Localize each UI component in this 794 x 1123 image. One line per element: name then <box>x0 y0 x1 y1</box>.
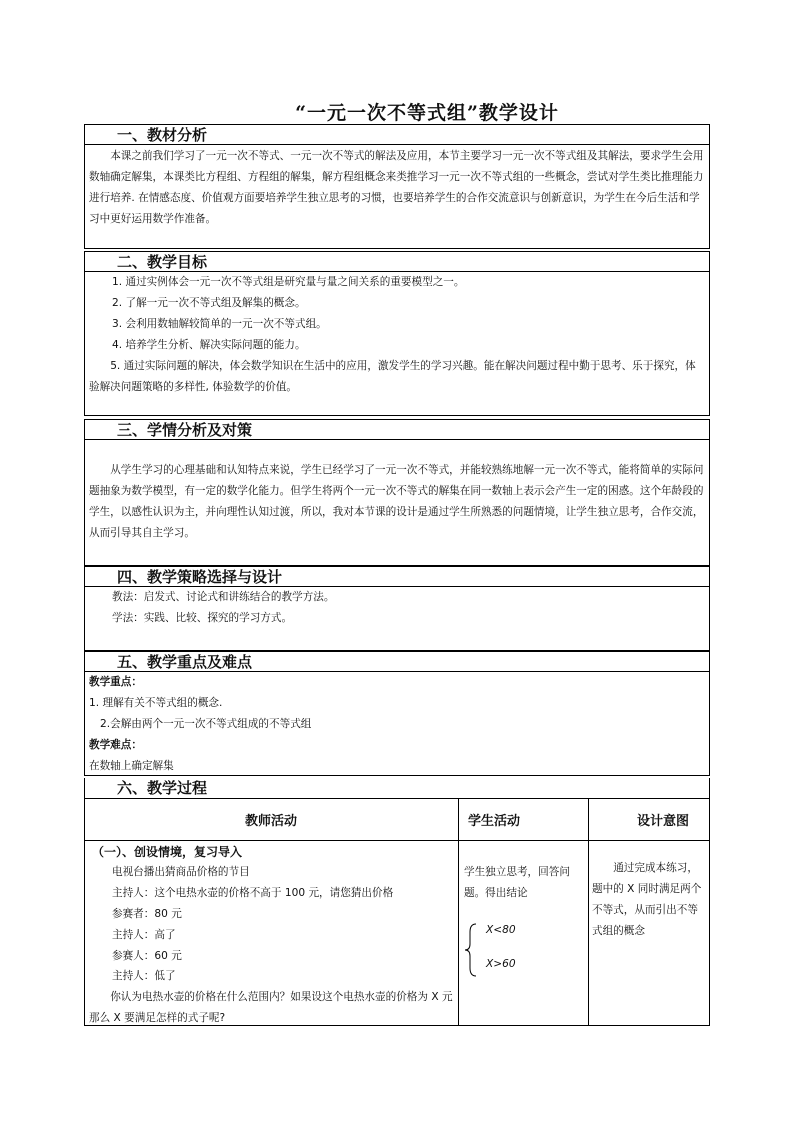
col-design: 设计意图 <box>636 814 689 829</box>
learn-method: 学法：实践、比较、探究的学习方式。 <box>112 612 293 624</box>
goal-item: 4. 培养学生分析、解决实际问题的能力。 <box>112 339 306 351</box>
dialog-line: 电视台播出猜商品价格的节目 <box>112 866 250 878</box>
inequality-2: X>60 <box>486 958 516 970</box>
col-student: 学生活动 <box>468 814 521 829</box>
dialog-line: 参赛人：60 元 <box>112 950 182 962</box>
section-heading-keypoints: 五、教学重点及难点 <box>84 651 710 671</box>
student-activity: 学生独立思考，回答问题。得出结论 <box>464 866 570 899</box>
design-intent: 通过完成本练习，题中的 X 同时满足两个不等式，从而引出不等式组的概念 <box>592 862 702 937</box>
inequality-1: X<80 <box>486 924 516 936</box>
section-heading-process: 六、教学过程 <box>84 778 710 798</box>
key-item: 2.会解由两个一元一次不等式组成的不等式组 <box>100 718 312 730</box>
dialog-line: 主持人：这个电热水壶的价格不高于 100 元，请您猜出价格 <box>112 887 394 899</box>
goal-item: 2. 了解一元一次不等式组及解集的概念。 <box>112 297 306 309</box>
difficulty-text: 在数轴上确定解集 <box>89 760 174 772</box>
goal-item: 5. 通过实际问题的解决，体会数学知识在生活中的应用，激发学生的学习兴趣。能在解决问题过程中勤于思考、乐于探究，体验解决问题策略的多样性, 体验数学的价值。 <box>89 360 696 393</box>
difficulty-label: 教学难点： <box>89 739 142 751</box>
section-heading-learner: 三、学情分析及对策 <box>84 419 710 439</box>
goal-item: 1. 通过实例体会一元一次不等式组是研究量与量之间关系的重要模型之一。 <box>112 276 465 288</box>
teach-method: 教法：启发式、讨论式和讲练结合的教学方法。 <box>112 591 335 603</box>
key-item: 1. 理解有关不等式组的概念. <box>89 697 223 709</box>
col-teacher: 教师活动 <box>244 814 297 829</box>
goal-item: 3. 会利用数轴解较简单的一元一次不等式组。 <box>112 318 327 330</box>
table-divider <box>84 840 710 841</box>
section-heading-goals: 二、教学目标 <box>84 251 710 271</box>
question-text: 你认为电热水壶的价格在什么范围内？如果设这个电热水壶的价格为 X 元那么 X 要满足怎样的式子呢? <box>89 991 453 1024</box>
analysis-text: 本课之前我们学习了一元一次不等式、一元一次不等式的解法及应用，本节主要学习一元一次不等式组及其解法，要求学生会用数轴确定解集，本课类比方程组、方程组的解集，解方程组概念来类推学习一元一次不等式组的一些概念，尝试对学生类比推理能力进行培养. 在情感态度、价值观方面要培养学生独立思考的习惯，也要培养学生的合作交流意识与创新意识，为学生在今后生活和学习中更好运用数学作准备。 <box>89 150 704 225</box>
section-heading-analysis: 一、教材分析 <box>84 124 710 144</box>
dialog-line: 主持人：低了 <box>112 970 176 982</box>
section-heading-strategy: 四、教学策略选择与设计 <box>84 566 710 586</box>
learner-text: 从学生学习的心理基础和认知特点来说，学生已经学习了一元一次不等式，并能较熟练地解一元一次不等式，能将简单的实际问题抽象为数学模型，有一定的数学化能力。但学生将两个一元一次不等式的解集在同一数轴上表示会产生一定的困惑。这个年龄段的学生，以感性认识为主，并向理性认知过渡，所以，我对本节课的设计是通过学生所熟悉的问题情境，让学生独立思考，合作交流，从而引导其自主学习。 <box>89 464 704 539</box>
key-label: 教学重点： <box>89 676 142 688</box>
table-divider <box>588 798 589 1026</box>
dialog-line: 参赛者：80 元 <box>112 908 182 920</box>
table-divider <box>458 798 459 1026</box>
step-title: （一）、创设情境，复习导入 <box>92 845 243 859</box>
dialog-line: 主持人：高了 <box>112 929 176 941</box>
page-title: “一元一次不等式组”教学设计 <box>295 102 559 124</box>
